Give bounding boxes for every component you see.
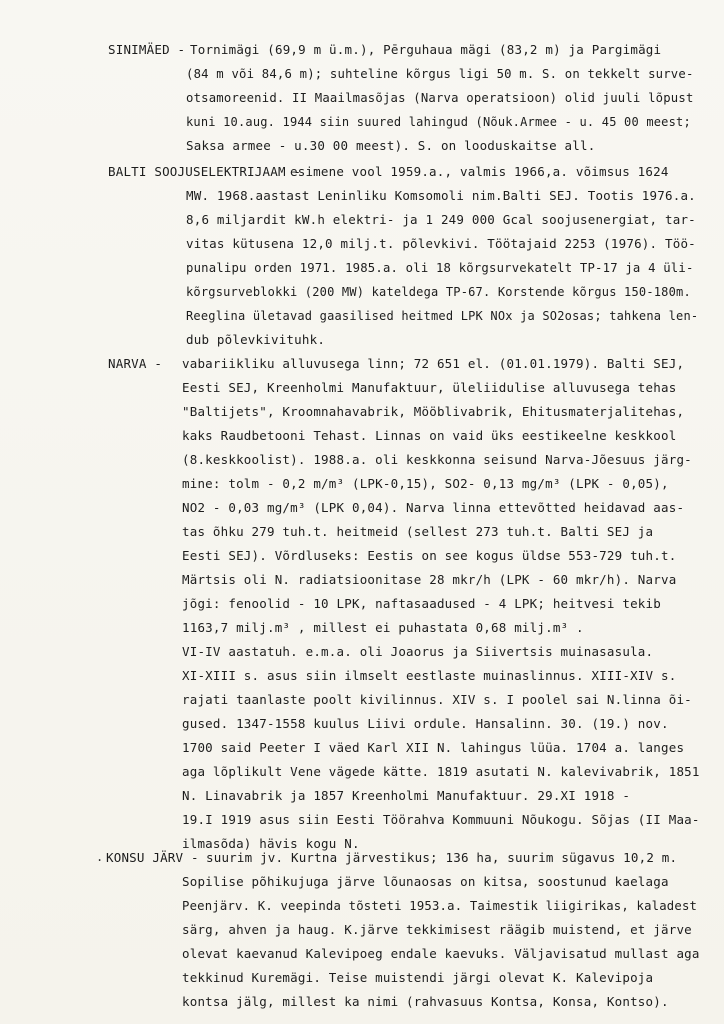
entry-line: XI-XIII s. asus siin ilmselt eestlaste muinaslinnus. XIII-XIV s. [182,668,677,683]
entry-line: Eesti SEJ, Kreenholmi Manufaktuur, üleliidulise alluvusega tehas [182,380,677,395]
entry-line: suurim jv. Kurtna järvestikus; 136 ha, suurim sügavus 10,2 m. [206,850,678,865]
entry-line: esimene vool 1959.a., valmis 1966,a. võimsus 1624 [290,164,669,179]
entry-line: kontsa jälg, millest ka nimi (rahvasuus Kontsa, Konsa, Kontso). [182,994,669,1009]
entry-line: (84 m või 84,6 m); suhteline kõrgus ligi 50 m. S. on tekkelt surve- [186,67,694,81]
entry-line: 8,6 miljardit kW.h elektri- ja 1 249 000 Gcal soojusenergiat, tar- [186,212,696,227]
entry-line: 1700 said Peeter I väed Karl XII N. lahingus lüüa. 1704 a. langes [182,740,685,755]
entry-line: VI-IV aastatuh. e.m.a. oli Joaorus ja Siivertsis muinasasula. [182,644,654,659]
entry-line: Tornimägi (69,9 m ü.m.), Pērguhaua mägi (83,2 m) ja Pargimägi [190,42,662,57]
entry-line: vitas kütusena 12,0 milj.t. põlevkivi. Töötajaid 2253 (1976). Töö- [186,236,696,251]
entry-term: NARVA - [108,356,163,371]
entry-line: Eesti SEJ). Võrdluseks: Eestis on see kogus üldse 553-729 tuh.t. [182,548,677,563]
entry-line: ilmasõda) hävis kogu N. [182,836,360,851]
entry-line: Sopilise põhikujuga järve lõunaosas on kitsa, soostunud kaelaga [182,874,669,889]
entry-line: 19.I 1919 asus siin Eesti Töörahva Kommuuni Nõukogu. Sõjas (II Maa- [182,812,700,827]
entry-term: BALTI SOOJUSELEKTRIJAAM - [108,164,302,179]
entry-line: dub põlevkivituhk. [186,332,326,347]
entry-line: N. Linavabrik ja 1857 Kreenholmi Manufaktuur. 29.XI 1918 - [182,788,631,803]
entry-term: KONSU JÄRV - [106,850,199,865]
entry-line: jõgi: fenoolid - 10 LPK, naftasaadused - 4 LPK; heitvesi tekib [182,596,661,611]
entry-line: kõrgsurveblokki (200 MW) kateldega TP-67. Korstende kõrgus 150-180m. [186,285,691,299]
entry-line: Peenjärv. K. veepinda tõsteti 1953.a. Taimestik liigirikas, kaladest [182,899,698,913]
entry-line: gused. 1347-1558 kuulus Liivi ordule. Hansalinn. 30. (19.) nov. [182,716,669,731]
entry-term: SINIMÄED - [108,42,186,57]
entry-line: olevat kaevanud Kalevipoeg endale kaevuks. Väljavisatud mullast aga [182,946,700,961]
entry-line: tekkinud Kuremägi. Teise muistendi järgi olevat K. Kalevipoja [182,970,654,985]
entry-line: Reeglina ületavad gaasilised heitmed LPK NOx ja SO2osas; tahkena len- [186,309,699,323]
entry-line: tas õhku 279 tuh.t. heitmeid (sellest 273 tuh.t. Balti SEJ ja [182,524,654,539]
entry-line: Märtsis oli N. radiatsioonitase 28 mkr/h (LPK - 60 mkr/h). Narva [182,572,677,587]
entry-line: rajati taanlaste poolt kivilinnus. XIV s. I poolel sai N.linna õi- [182,692,692,707]
entry-line: MW. 1968.aastast Leninliku Komsomoli nim.Balti SEJ. Tootis 1976.a. [186,188,696,203]
entry-line: 1163,7 milj.m³ , millest ei puhastata 0,68 milj.m³ . [182,620,584,635]
entry-line: kaks Raudbetooni Tehast. Linnas on vaid üks eestikeelne keskkool [182,428,677,443]
entry-line: "Baltijets", Kroomnahavabrik, Mööblivabrik, Ehitusmaterjalitehas, [182,404,685,419]
entry-line: (8.keskkoolist). 1988.a. oli keskkonna seisund Narva-Jõesuus järg- [182,452,692,467]
entry-line: kuni 10.aug. 1944 siin suured lahingud (Nõuk.Armee - u. 45 00 meest; [186,115,691,129]
margin-dot: . [96,850,104,864]
entry-line: aga lõplikult Vene vägede kätte. 1819 asutati N. kalevivabrik, 1851 [182,764,700,779]
entry-line: punalipu orden 1971. 1985.a. oli 18 kõrgsurvekatelt TP-17 ja 4 üli- [186,261,694,275]
entry-line: otsamoreenid. II Maailmasõjas (Narva operatsioon) olid juuli lõpust [186,91,694,105]
entry-line: mine: tolm - 0,2 m/m³ (LPK-0,15), SO2- 0,13 mg/m³ (LPK - 0,05), [182,476,669,491]
entry-line: vabariikliku alluvusega linn; 72 651 el. (01.01.1979). Balti SEJ, [182,356,685,371]
entry-line: NO2 - 0,03 mg/m³ (LPK 0,04). Narva linna ettevõtted heidavad aas- [182,500,685,515]
entry-line: särg, ahven ja haug. K.järve tekkimisest räägib muistend, et järve [182,922,692,937]
entry-line: Saksa armee - u.30 00 meest). S. on looduskaitse all. [186,138,596,153]
